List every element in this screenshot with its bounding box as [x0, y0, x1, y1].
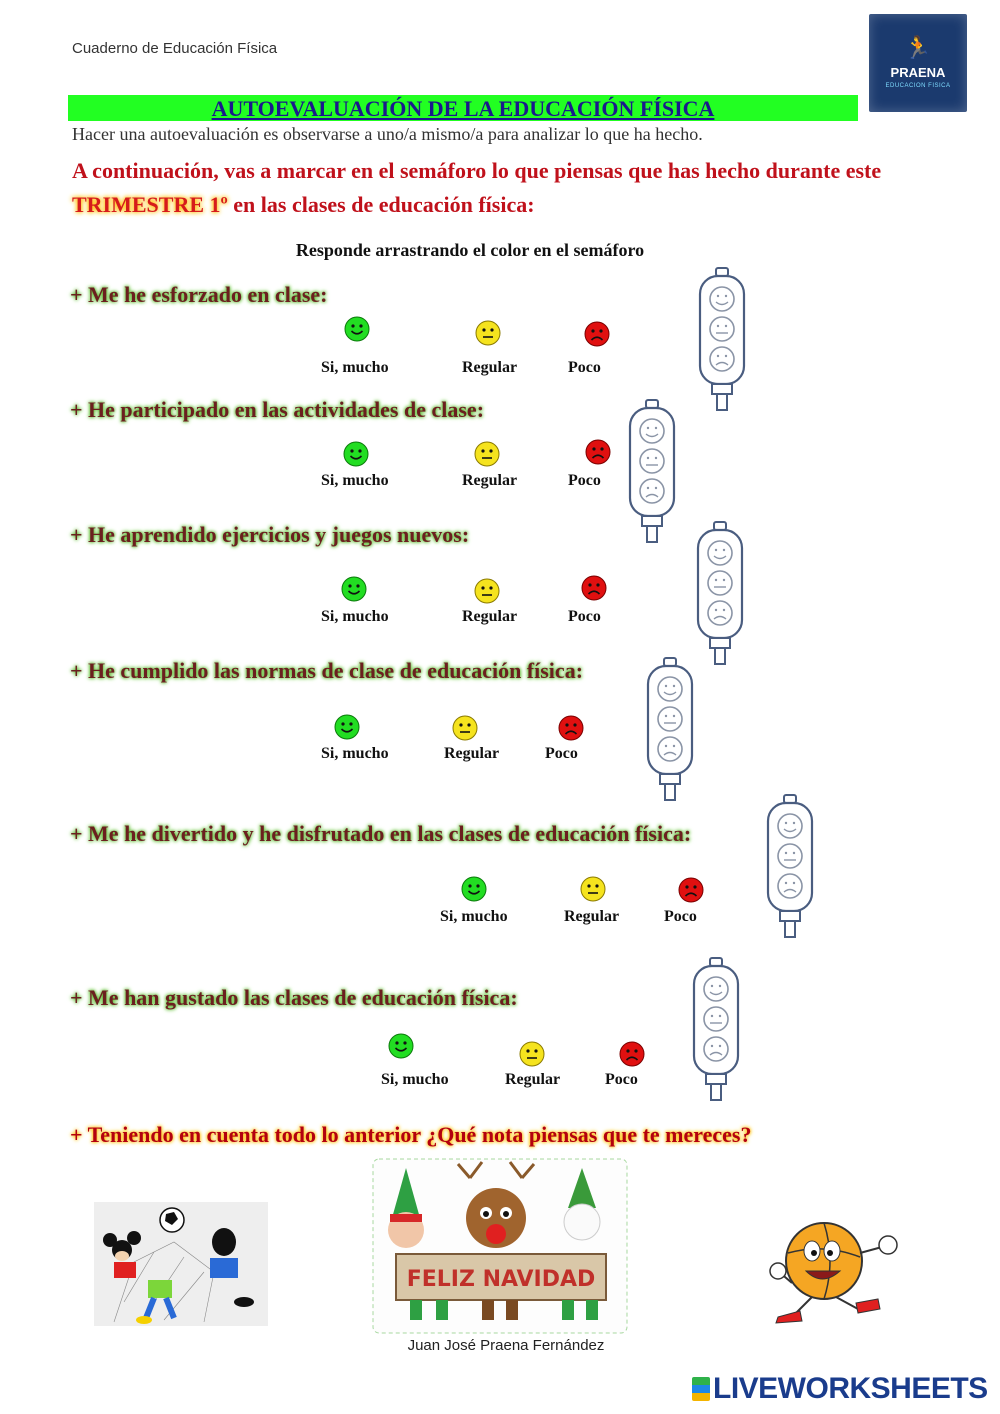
label-poco: Poco	[664, 908, 697, 925]
happy-face-icon[interactable]	[388, 1033, 414, 1059]
liveworksheets-watermark	[692, 1372, 988, 1406]
neutral-face-icon[interactable]	[475, 320, 501, 346]
label-si-mucho: Si, mucho	[321, 608, 389, 625]
runner-icon: 🏃	[904, 35, 932, 60]
happy-face-icon[interactable]	[341, 576, 367, 602]
watermark-text: LIVEWORKSHEETS	[713, 1372, 988, 1405]
basketball-mascot-illustration	[764, 1213, 904, 1325]
label-si-mucho: Si, mucho	[440, 908, 508, 925]
traffic-light-drop-target-5[interactable]	[763, 793, 817, 943]
traffic-light-drop-target-6[interactable]	[689, 956, 743, 1106]
question-4: + He cumplido las normas de clase de educación física:	[70, 658, 584, 683]
author-name: Juan José Praena Fernández	[407, 1337, 605, 1354]
neutral-face-icon[interactable]	[452, 715, 478, 741]
instruction-line-1: A continuación, vas a marcar en el semáforo lo que piensas que has hecho durante este	[72, 158, 882, 183]
praena-logo	[869, 14, 967, 112]
instruction-rest: en las clases de educación física:	[227, 192, 535, 217]
logo-brand: PRAENA	[890, 65, 946, 80]
sad-face-icon[interactable]	[558, 715, 584, 741]
sad-face-icon[interactable]	[585, 439, 611, 465]
label-si-mucho: Si, mucho	[321, 472, 389, 489]
trimestre-label: TRIMESTRE 1º	[72, 192, 228, 217]
label-poco: Poco	[568, 608, 601, 625]
neutral-face-icon[interactable]	[474, 578, 500, 604]
label-poco: Poco	[605, 1071, 638, 1088]
traffic-light-drop-target-3[interactable]	[693, 520, 747, 670]
label-poco: Poco	[568, 472, 601, 489]
page-title: AUTOEVALUACIÓN DE LA EDUCACIÓN FÍSICA	[211, 96, 715, 121]
label-si-mucho: Si, mucho	[381, 1071, 449, 1088]
logo-tagline: EDUCACION FISICA	[885, 83, 951, 89]
traffic-light-drop-target-2[interactable]	[625, 398, 679, 548]
question-2: + He participado en las actividades de clase:	[70, 397, 485, 422]
label-si-mucho: Si, mucho	[321, 359, 389, 376]
neutral-face-icon[interactable]	[474, 441, 500, 467]
sad-face-icon[interactable]	[678, 877, 704, 903]
label-regular: Regular	[462, 359, 518, 376]
label-regular: Regular	[462, 472, 518, 489]
label-regular: Regular	[462, 608, 518, 625]
question-3: + He aprendido ejercicios y juegos nuevos:	[70, 522, 470, 547]
traffic-light-drop-target-1[interactable]	[695, 266, 749, 416]
intro-text: Hacer una autoevaluación es observarse a uno/a mismo/a para analizar lo que ha hecho.	[72, 124, 703, 144]
happy-face-icon[interactable]	[334, 714, 360, 740]
question-1: + Me he esforzado en clase:	[70, 282, 328, 307]
sad-face-icon[interactable]	[619, 1041, 645, 1067]
respond-hint: Responde arrastrando el color en el semáforo	[295, 240, 645, 260]
final-question: + Teniendo en cuenta todo lo anterior ¿Qué nota piensas que te mereces?	[70, 1122, 752, 1147]
happy-face-icon[interactable]	[343, 441, 369, 467]
label-regular: Regular	[505, 1071, 561, 1088]
label-regular: Regular	[444, 745, 500, 762]
neutral-face-icon[interactable]	[519, 1041, 545, 1067]
sad-face-icon[interactable]	[581, 575, 607, 601]
feliz-navidad-illustration	[372, 1158, 628, 1334]
label-poco: Poco	[545, 745, 578, 762]
notebook-title: Cuaderno de Educación Física	[72, 40, 278, 57]
feliz-navidad-banner: FELIZ NAVIDAD	[406, 1267, 596, 1292]
neutral-face-icon[interactable]	[580, 876, 606, 902]
happy-face-icon[interactable]	[344, 316, 370, 342]
label-si-mucho: Si, mucho	[321, 745, 389, 762]
cartoon-football-illustration	[94, 1202, 268, 1326]
question-5: + Me he divertido y he disfrutado en las clases de educación física:	[70, 821, 692, 846]
label-regular: Regular	[564, 908, 620, 925]
traffic-light-drop-target-4[interactable]	[643, 656, 697, 806]
label-poco: Poco	[568, 359, 601, 376]
happy-face-icon[interactable]	[461, 876, 487, 902]
question-6: + Me han gustado las clases de educación física:	[70, 985, 518, 1010]
sad-face-icon[interactable]	[584, 321, 610, 347]
liveworksheets-logo-icon	[692, 1377, 710, 1401]
instruction-line-2	[72, 192, 535, 218]
